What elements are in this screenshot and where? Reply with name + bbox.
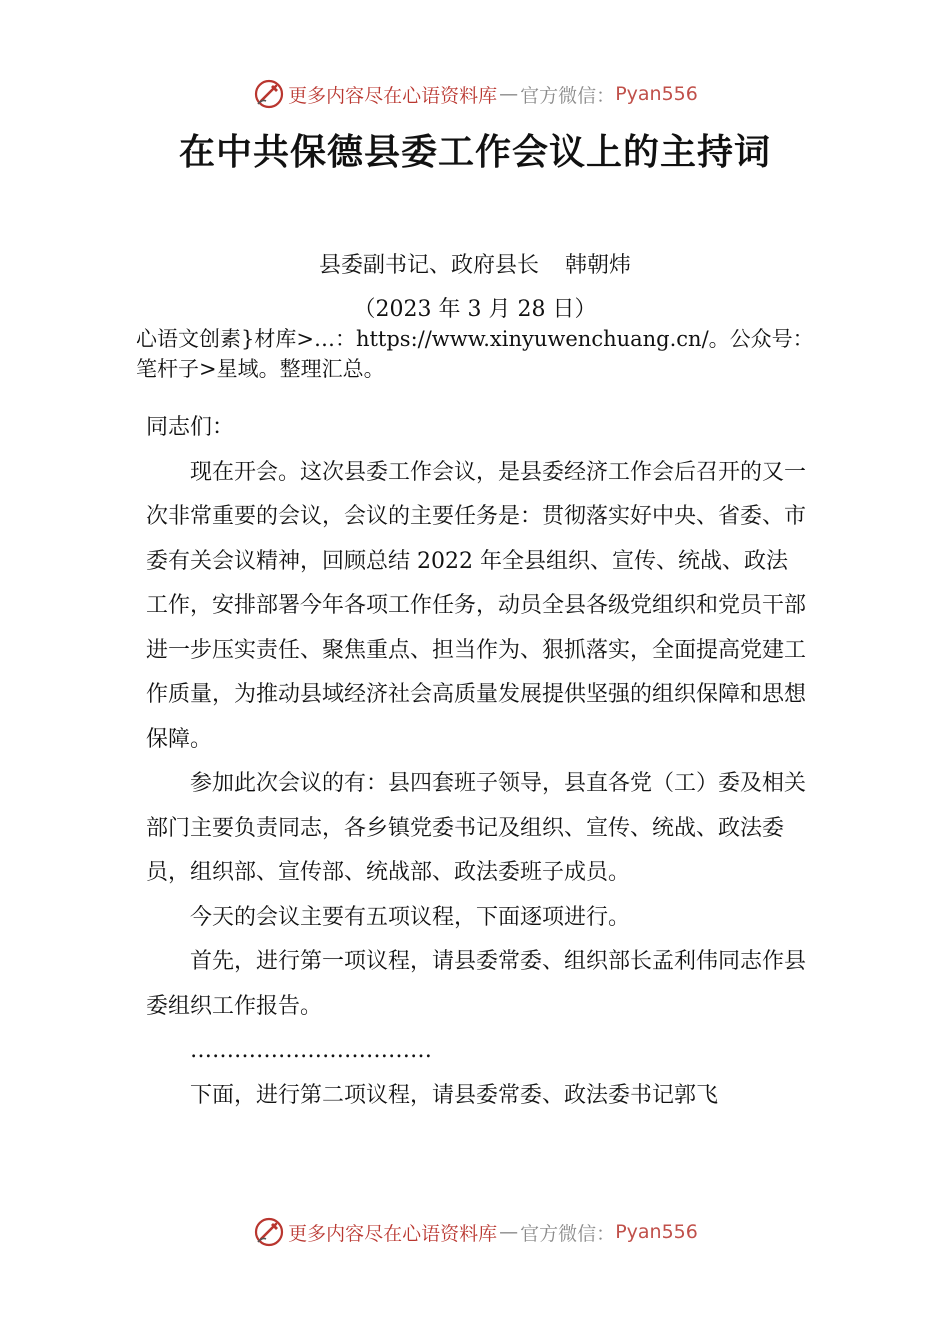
paragraph: 下面，进行第二项议程，请县委常委、政法委书记郭飞 bbox=[190, 1082, 719, 1108]
author-line bbox=[0, 248, 950, 279]
banner-wechat-id: Pyan556 bbox=[615, 83, 698, 105]
header-watermark-banner bbox=[0, 74, 950, 114]
banner-wechat-label: 官方微信： bbox=[520, 1222, 616, 1245]
author-name: 韩朝炜 bbox=[565, 253, 632, 278]
document-title: 在中共保德县委工作会议上的主持词 bbox=[178, 131, 771, 173]
banner-text: 更多内容尽在心语资料库 bbox=[288, 84, 498, 107]
paragraph: 今天的会议主要有五项议程，下面逐项进行。 bbox=[190, 904, 631, 930]
banner-text: 更多内容尽在心语资料库 bbox=[288, 1222, 498, 1245]
ellipsis-separator: …………………………… bbox=[190, 1038, 432, 1063]
banner-wechat-id: Pyan556 bbox=[615, 1221, 698, 1243]
brand-logo-icon bbox=[252, 1215, 286, 1249]
author-role: 县委副书记、政府县长 bbox=[318, 253, 539, 278]
document-date: （2023 年 3 月 28 日） bbox=[353, 297, 597, 322]
brand-logo-icon bbox=[252, 77, 286, 111]
banner-separator: — bbox=[499, 1221, 519, 1243]
footer-watermark-banner bbox=[0, 1212, 950, 1252]
document-body bbox=[146, 406, 808, 1118]
paragraph: 首先，进行第一项议程，请县委常委、组织部长孟利伟同志作县委组织工作报告。 bbox=[146, 949, 807, 1019]
salutation: 同志们： bbox=[146, 415, 235, 440]
banner-wechat-label: 官方微信： bbox=[520, 84, 616, 107]
paragraph: 参加此次会议的有：县四套班子领导，县直各党（工）委及相关部门主要负责同志，各乡镇党委书记及组织、宣传、统战、政法委员，组织部、宣传部、统战部、政法委班子成员。 bbox=[146, 771, 807, 885]
source-note: 心语文创素}材库>…：https://www.xinyuwenchuang.cn/。公众号：笔杆子>星域。整理汇总。 bbox=[136, 327, 814, 381]
banner-separator: — bbox=[499, 83, 519, 105]
paragraph: 现在开会。这次县委工作会议，是县委经济工作会后召开的又一次非常重要的会议，会议的主要任务是：贯彻落实好中央、省委、市委有关会议精神，回顾总结 2022 年全县组织、宣传、统战、政法工作，安排部署今年各项工作任务，动员全县各级党组织和党员干部进一步压实责任、聚焦重点、担当作为、狠抓落实，全面提高党建工作质量，为推动县域经济社会高质量发展提供坚强的组织保障和思想保障。 bbox=[146, 459, 807, 752]
